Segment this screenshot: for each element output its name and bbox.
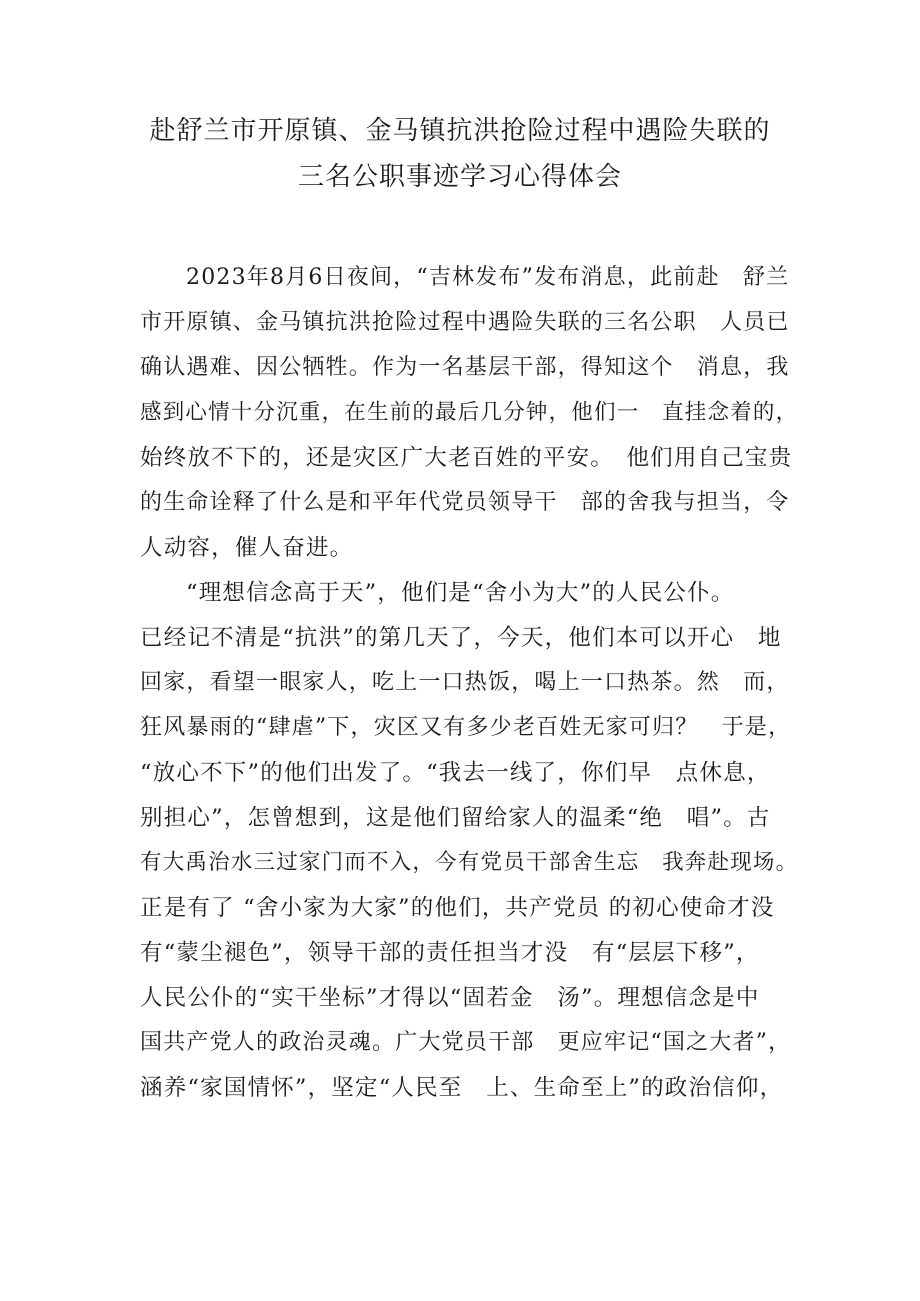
body-line: 2023年8月6日夜间，“吉林发布”发布消息，此前赴 舒兰 [186, 265, 790, 290]
body-line: 回家，看望一眼家人，吃上一口热饭，喝上一口热茶。然 而， [140, 670, 790, 695]
body-line: 始终放不下的，还是灾区广大老百姓的平安。 他们用自己宝贵 [140, 445, 793, 471]
document-title-line-2: 三名公职事迹学习心得体会 [297, 162, 622, 192]
body-line: 狂风暴雨的“肆虐”下，灾区又有多少老百姓无家可归？ 于是， [140, 715, 792, 740]
body-line: 确认遇难、因公牺牲。作为一名基层干部，得知这个 消息，我 [140, 355, 790, 380]
body-line: 别担心”，怎曾想到，这是他们留给家人的温柔“绝 唱”。古 [140, 805, 771, 831]
body-line: 人动容，催人奋进。 [140, 535, 354, 561]
body-line: 感到心情十分沉重，在生前的最后几分钟，他们一 直挂念着的， [140, 400, 799, 425]
body-line: 有大禹治水三过家门而不入，今有党员干部舍生忘 我奔赴现场。 [140, 850, 799, 875]
body-line: 市开原镇、金马镇抗洪抢险过程中遇险失联的三名公职 人员已 [140, 310, 790, 335]
body-line: 国共产党人的政治灵魂。广大党员干部 更应牢记“国之大者”， [140, 1030, 792, 1055]
body-line: 的生命诠释了什么是和平年代党员领导干 部的舍我与担当，令 [140, 490, 790, 515]
body-line: 有“蒙尘褪色”，领导干部的责任担当才没 有“层层下移”， [140, 940, 760, 966]
body-line: “放心不下”的他们出发了。“我去一线了，你们早 点休息， [140, 760, 771, 786]
body-line: 人民公仆的“实干坐标”才得以“固若金 汤”。理想信念是中 [140, 985, 760, 1011]
body-line: 涵养“家国情怀”，坚定“人民至 上、生命至上”的政治信仰， [140, 1075, 784, 1101]
body-line: 已经记不清是“抗洪”的第几天了，今天，他们本可以开心 地 [140, 625, 782, 651]
body-line: 正是有了 “舍小家为大家”的他们，共产党员 的初心使命才没 [140, 895, 775, 921]
document-title-line-1: 赴舒兰市开原镇、金马镇抗洪抢险过程中遇险失联的 [149, 116, 771, 146]
body-line: “理想信念高于天”，他们是“舍小为大”的人民公仆。 [186, 580, 735, 606]
